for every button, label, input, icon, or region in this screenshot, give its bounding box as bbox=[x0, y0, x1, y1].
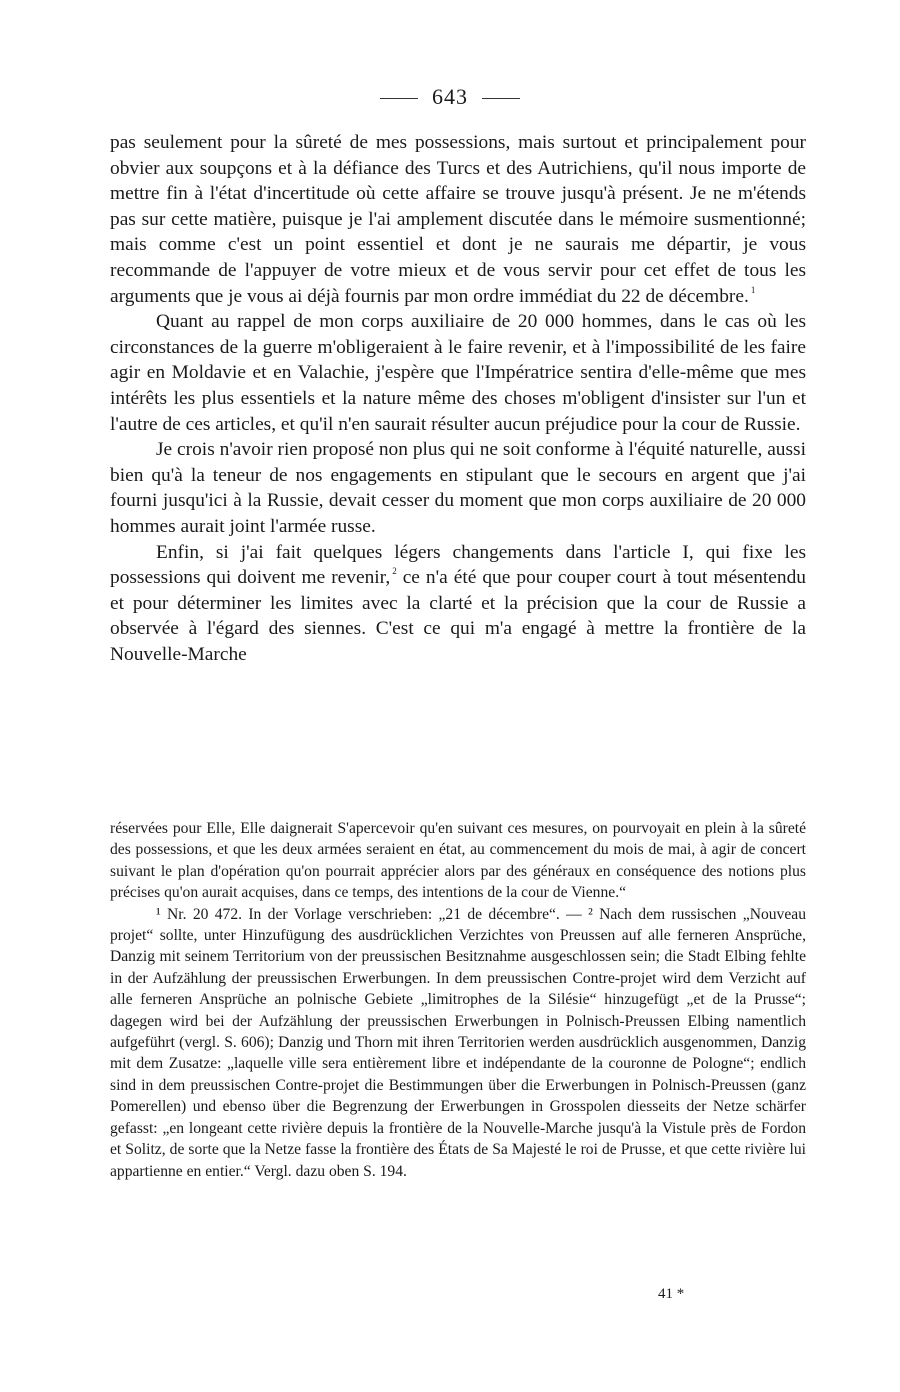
paragraph-1 bbox=[110, 130, 806, 309]
footnote-ref-2: 2 bbox=[392, 566, 397, 577]
footnote-notes: ¹ Nr. 20 472. In der Vorlage verschrieben: „21 de décembre“. — ² Nach dem russischen „Nouveau projet“ sollte, unter Hinzufügung des ausdrücklichen Verzichtes von Preussen auf alle ferneren Ansprüche, Danzig mit seinem Territorium von der preussischen Besitznahme ausgeschlossen sein; die Stadt Elbing fehlte in der Aufzählung der preussischen Erwerbungen. In dem preussischen Contre-projet wird dem Verzicht auf alle ferneren Ansprüche an polnische Gebiete „limitrophes de la Silésie“ hinzugefügt „et de la Prusse“; dagegen wird bei der Aufzählung der preussischen Erwerbungen in Polnisch-Preussen Elbing namentlich aufgeführt (vergl. S. 606); Danzig und Thorn mit ihren Territorien werden ausdrücklich ausgenommen, Danzig mit dem Zusatze: „laquelle ville sera entièrement libre et indépendante de la couronne de Pologne“; endlich sind in dem preussischen Contre-projet die Bestimmungen über die Erwerbungen in Polnisch-Preussen (ganz Pomerellen) und ebenso über die Begrenzung der Erwerbungen in Grosspolen diesseits der Netze schärfer gefasst: „en longeant cette rivière depuis la frontière de la Nouvelle-Marche jusqu'à la Vistule près de Fordon et Solitz, de sorte que la Netze fasse la frontière des États de Sa Majesté le roi de Prusse, et que cette rivière lui appartienne en entier.“ Vergl. dazu oben S. 194. bbox=[110, 905, 806, 1180]
footnote-continuation: réservées pour Elle, Elle daignerait S'apercevoir qu'en suivant ces mesures, on pourvoyait en plein à la sûreté des possessions, et que les deux armées seraient en état, au commencement du mois de mai, à agir de concert suivant le plan d'opération qu'on pourrait apprécier alors par des généraux en conséquence des notions plus précises qu'on aurait acquises, dans ce temps, des intentions de la cour de Vienne.“ bbox=[110, 820, 806, 902]
footnotes bbox=[110, 818, 806, 1182]
paragraph-4 bbox=[110, 540, 806, 668]
page-number-right-rule bbox=[482, 98, 520, 99]
signature-mark: 41 * bbox=[658, 1286, 685, 1302]
paragraph-1-text: pas seulement pour la sûreté de mes possessions, mais surtout et principalement pour obvier aux soupçons et à la défiance des Turcs et des Autrichiens, qu'il nous importe de mettre fin à l'état d'incertitude où cette affaire se trouve jusqu'à présent. Je ne m'étends pas sur cette matière, puisque je l'ai amplement discutée dans le mémoire susmentionné; mais comme c'est un point essentiel et dont je ne saurais me départir, je vous recommande de l'appuyer de votre mieux et de vous servir pour cet effet de tous les arguments que je vous ai déjà fournis par mon ordre immédiat du 22 de décembre. bbox=[110, 132, 806, 307]
page-number-text: 643 bbox=[432, 84, 468, 109]
paragraph-2: Quant au rappel de mon corps auxiliaire de 20 000 hommes, dans le cas où les circonstances de la guerre m'obligeraient à le faire revenir, et à l'impossibilité de les faire agir en Moldavie et en Valachie, j'espère que l'Impératrice sentira d'elle-même que mes intérêts les plus essentiels et la nature même des choses m'obligent d'insister sur l'un et l'autre de ces articles, et qu'il n'en saurait résulter aucun préjudice pour la cour de Russie. bbox=[110, 311, 806, 435]
paragraph-4-text-b: ce n'a été que pour couper court à tout mésentendu et pour déterminer les limites avec la clarté et la précision que la cour de Russie a observée à l'égard des siennes. C'est ce qui m'a engagé à mettre la frontière de la Nouvelle-Marche bbox=[110, 567, 806, 665]
footnote-ref-1: 1 bbox=[750, 284, 756, 295]
paragraph-4-text-a: Enfin, si j'ai fait quelques légers changements dans l'article I, qui fixe les possessions qui doivent me revenir, bbox=[110, 541, 806, 589]
page-number bbox=[0, 84, 900, 110]
page-number-left-rule bbox=[380, 98, 418, 99]
paragraph-3: Je crois n'avoir rien proposé non plus qui ne soit conforme à l'équité naturelle, aussi bien qu'à la teneur de nos engagements en stipulant que le secours en argent que j'ai fourni jusqu'ici à la Russie, devait cesser du moment que mon corps auxiliaire de 20 000 hommes aurait joint l'armée russe. bbox=[110, 439, 806, 537]
main-text bbox=[110, 130, 806, 667]
